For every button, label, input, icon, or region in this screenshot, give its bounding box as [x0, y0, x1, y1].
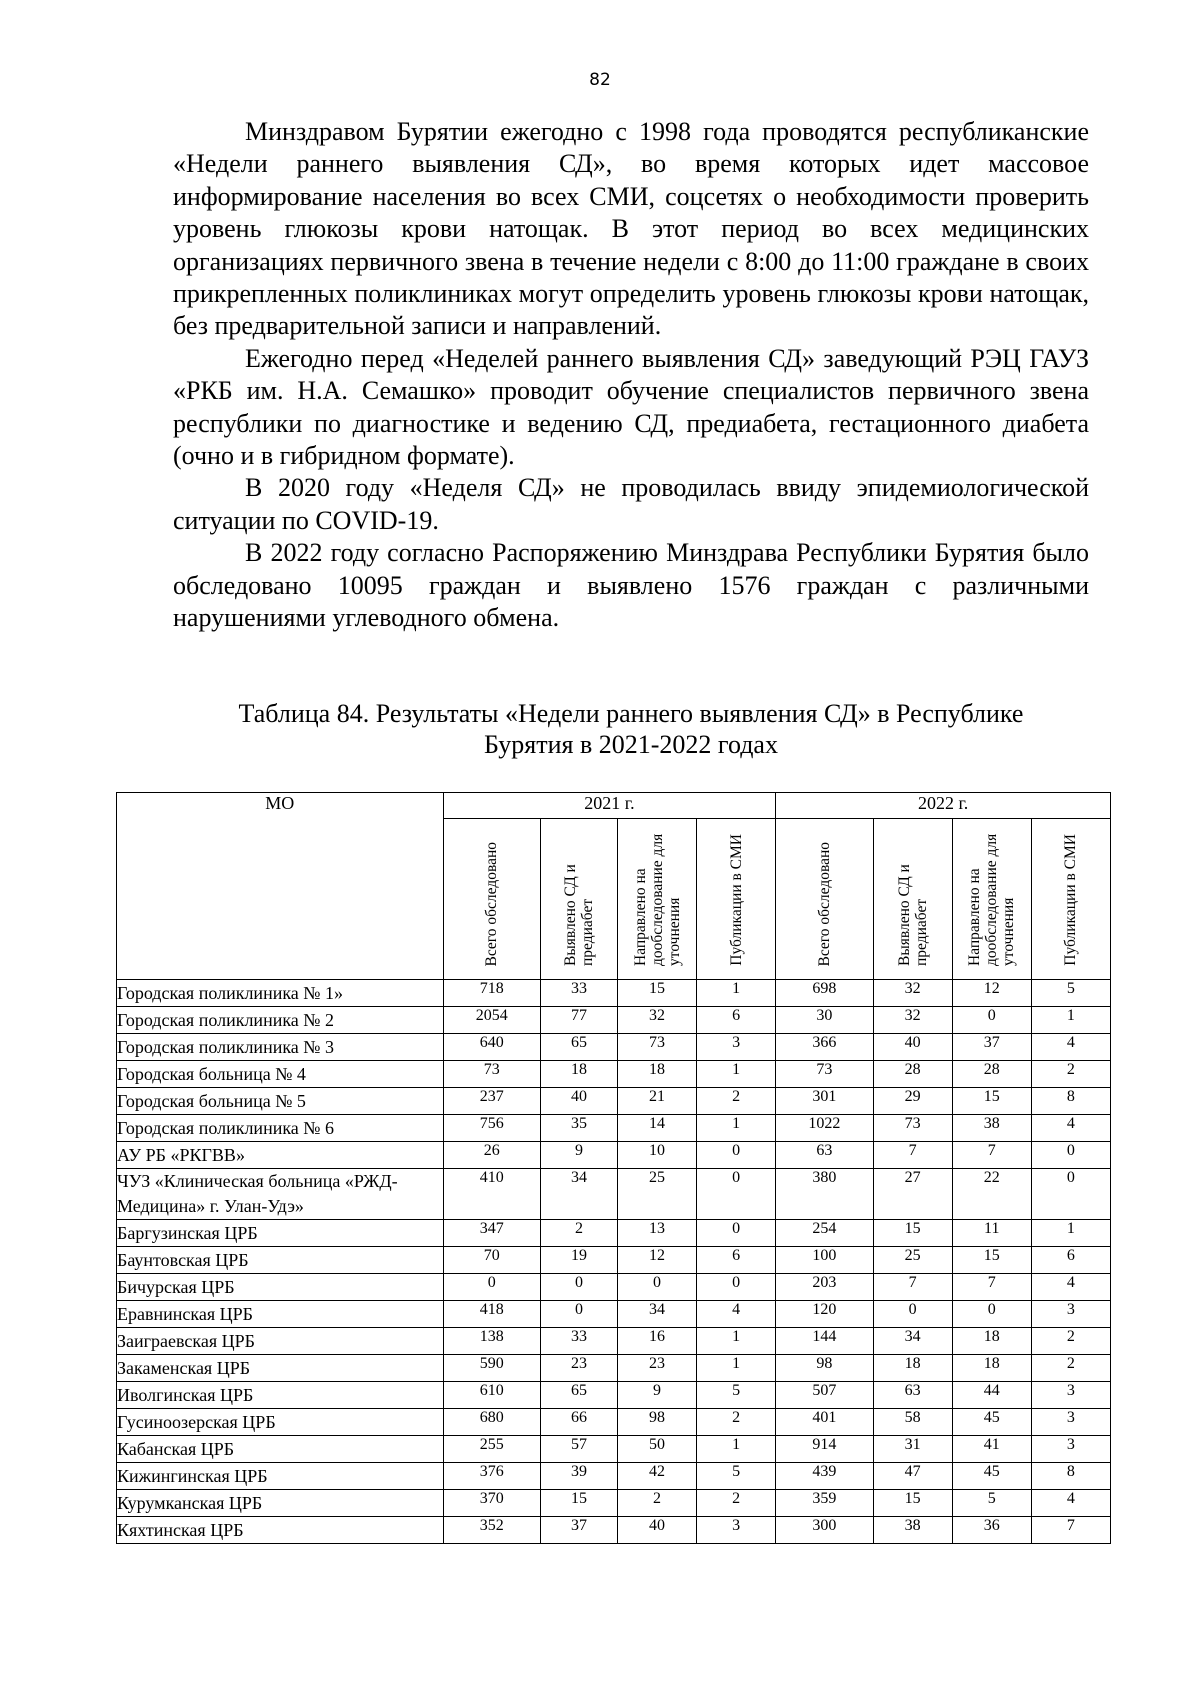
row-mo-name: Кяхтинская ЦРБ — [117, 1517, 444, 1544]
row-value: 44 — [952, 1382, 1031, 1409]
header-publications-2021: Публикации в СМИ — [697, 819, 776, 980]
row-value: 34 — [540, 1169, 617, 1220]
row-value: 7 — [873, 1142, 952, 1169]
row-value: 7 — [952, 1142, 1031, 1169]
row-value: 42 — [618, 1463, 697, 1490]
row-value: 70 — [443, 1247, 540, 1274]
row-value: 36 — [952, 1517, 1031, 1544]
row-value: 0 — [697, 1142, 776, 1169]
row-value: 14 — [618, 1115, 697, 1142]
row-value: 2 — [697, 1088, 776, 1115]
row-value: 50 — [618, 1436, 697, 1463]
row-mo-name: Городская больница № 5 — [117, 1088, 444, 1115]
year-2021-header: 2021 г. — [443, 793, 776, 819]
row-mo-name: Городская поликлиника № 6 — [117, 1115, 444, 1142]
row-value: 2 — [1031, 1355, 1110, 1382]
table-row — [117, 1301, 1111, 1328]
row-mo-name: Баргузинская ЦРБ — [117, 1220, 444, 1247]
row-value: 680 — [443, 1409, 540, 1436]
row-value: 39 — [540, 1463, 617, 1490]
row-value: 2054 — [443, 1007, 540, 1034]
row-value: 6 — [1031, 1247, 1110, 1274]
row-value: 33 — [540, 980, 617, 1007]
row-value: 3 — [697, 1034, 776, 1061]
row-value: 100 — [776, 1247, 873, 1274]
table-row — [117, 1034, 1111, 1061]
row-value: 914 — [776, 1436, 873, 1463]
row-value: 610 — [443, 1382, 540, 1409]
row-value: 22 — [952, 1169, 1031, 1220]
row-value: 380 — [776, 1169, 873, 1220]
table-row — [117, 1409, 1111, 1436]
row-value: 15 — [540, 1490, 617, 1517]
row-value: 18 — [618, 1061, 697, 1088]
row-value: 2 — [697, 1409, 776, 1436]
row-value: 47 — [873, 1463, 952, 1490]
row-mo-name: Курумканская ЦРБ — [117, 1490, 444, 1517]
row-value: 2 — [540, 1220, 617, 1247]
row-mo-name: ЧУЗ «Клиническая больница «РЖД-Медицина» г. Улан-Удэ» — [117, 1169, 444, 1220]
row-mo-name: Городская поликлиника № 1» — [117, 980, 444, 1007]
row-value: 73 — [443, 1061, 540, 1088]
header-referred-2021: Направлено на дообследование для уточнения — [618, 819, 697, 980]
row-value: 98 — [776, 1355, 873, 1382]
row-mo-name: Еравнинская ЦРБ — [117, 1301, 444, 1328]
row-value: 0 — [540, 1301, 617, 1328]
row-value: 25 — [618, 1169, 697, 1220]
page-number: 82 — [589, 70, 611, 90]
row-value: 6 — [697, 1007, 776, 1034]
row-value: 1 — [1031, 1007, 1110, 1034]
row-value: 0 — [540, 1274, 617, 1301]
row-mo-name: Заиграевская ЦРБ — [117, 1328, 444, 1355]
row-value: 73 — [776, 1061, 873, 1088]
row-value: 5 — [952, 1490, 1031, 1517]
row-value: 410 — [443, 1169, 540, 1220]
row-value: 0 — [952, 1007, 1031, 1034]
row-value: 15 — [952, 1247, 1031, 1274]
row-value: 7 — [873, 1274, 952, 1301]
row-value: 4 — [1031, 1034, 1110, 1061]
row-value: 37 — [952, 1034, 1031, 1061]
row-value: 34 — [618, 1301, 697, 1328]
row-value: 1 — [697, 1355, 776, 1382]
row-mo-name: Иволгинская ЦРБ — [117, 1382, 444, 1409]
table-row — [117, 1061, 1111, 1088]
table-row — [117, 1007, 1111, 1034]
row-value: 1 — [697, 980, 776, 1007]
row-mo-name: АУ РБ «РКГВВ» — [117, 1142, 444, 1169]
row-value: 237 — [443, 1088, 540, 1115]
row-value: 0 — [443, 1274, 540, 1301]
row-mo-name: Гусиноозерская ЦРБ — [117, 1409, 444, 1436]
table-row — [117, 1274, 1111, 1301]
row-value: 203 — [776, 1274, 873, 1301]
row-value: 9 — [618, 1382, 697, 1409]
row-value: 5 — [1031, 980, 1110, 1007]
row-value: 376 — [443, 1463, 540, 1490]
row-value: 66 — [540, 1409, 617, 1436]
body-text — [173, 116, 1089, 635]
row-value: 32 — [873, 1007, 952, 1034]
row-value: 11 — [952, 1220, 1031, 1247]
row-value: 45 — [952, 1463, 1031, 1490]
row-value: 401 — [776, 1409, 873, 1436]
row-value: 57 — [540, 1436, 617, 1463]
row-value: 12 — [952, 980, 1031, 1007]
paragraph-2: Ежегодно перед «Неделей раннего выявления СД» заведующий РЭЦ ГАУЗ «РКБ им. Н.А. Семашко» проводит обучение специалистов первичного звена республики по диагностике и ведению СД, предиабета, гестационного диабета (очно и в гибридном формате). — [173, 343, 1089, 471]
row-value: 98 — [618, 1409, 697, 1436]
table-row — [117, 1220, 1111, 1247]
row-value: 300 — [776, 1517, 873, 1544]
row-value: 33 — [540, 1328, 617, 1355]
header-publications-2022: Публикации в СМИ — [1031, 819, 1110, 980]
row-value: 0 — [1031, 1142, 1110, 1169]
header-detected-2021: Выявлено СД и предиабет — [540, 819, 617, 980]
table-row — [117, 1490, 1111, 1517]
row-value: 507 — [776, 1382, 873, 1409]
row-value: 38 — [952, 1115, 1031, 1142]
row-value: 65 — [540, 1382, 617, 1409]
table-row — [117, 1517, 1111, 1544]
row-value: 15 — [873, 1490, 952, 1517]
row-value: 35 — [540, 1115, 617, 1142]
row-value: 138 — [443, 1328, 540, 1355]
row-value: 698 — [776, 980, 873, 1007]
row-value: 6 — [697, 1247, 776, 1274]
row-value: 18 — [540, 1061, 617, 1088]
row-value: 301 — [776, 1088, 873, 1115]
row-value: 38 — [873, 1517, 952, 1544]
row-value: 25 — [873, 1247, 952, 1274]
row-value: 23 — [618, 1355, 697, 1382]
row-value: 63 — [776, 1142, 873, 1169]
row-value: 19 — [540, 1247, 617, 1274]
row-value: 73 — [873, 1115, 952, 1142]
row-value: 0 — [697, 1169, 776, 1220]
row-value: 40 — [873, 1034, 952, 1061]
table-body — [117, 980, 1111, 1544]
paragraph-4: В 2022 году согласно Распоряжению Минздрава Республики Бурятия было обследовано 10095 граждан и выявлено 1576 граждан с различными нарушениями углеводного обмена. — [173, 538, 1089, 633]
row-value: 16 — [618, 1328, 697, 1355]
row-value: 370 — [443, 1490, 540, 1517]
table-row — [117, 1436, 1111, 1463]
row-mo-name: Городская больница № 4 — [117, 1061, 444, 1088]
row-value: 0 — [697, 1220, 776, 1247]
row-value: 73 — [618, 1034, 697, 1061]
row-value: 15 — [618, 980, 697, 1007]
row-value: 13 — [618, 1220, 697, 1247]
row-value: 15 — [952, 1088, 1031, 1115]
row-value: 23 — [540, 1355, 617, 1382]
row-value: 1 — [1031, 1220, 1110, 1247]
row-value: 718 — [443, 980, 540, 1007]
row-mo-name: Кижингинская ЦРБ — [117, 1463, 444, 1490]
row-value: 4 — [1031, 1115, 1110, 1142]
row-value: 1 — [697, 1061, 776, 1088]
header-total-examined-2022: Всего обследовано — [776, 819, 873, 980]
table-row — [117, 1355, 1111, 1382]
table-row — [117, 1115, 1111, 1142]
row-value: 120 — [776, 1301, 873, 1328]
row-value: 37 — [540, 1517, 617, 1544]
row-value: 30 — [776, 1007, 873, 1034]
row-value: 640 — [443, 1034, 540, 1061]
row-value: 63 — [873, 1382, 952, 1409]
row-value: 359 — [776, 1490, 873, 1517]
paragraph-3: В 2020 году «Неделя СД» не проводилась ввиду эпидемиологической ситуации по COVID-19. — [173, 473, 1089, 535]
row-value: 144 — [776, 1328, 873, 1355]
row-value: 347 — [443, 1220, 540, 1247]
row-value: 4 — [1031, 1490, 1110, 1517]
row-value: 21 — [618, 1088, 697, 1115]
table-row — [117, 1169, 1111, 1220]
row-value: 41 — [952, 1436, 1031, 1463]
row-value: 5 — [697, 1382, 776, 1409]
row-value: 28 — [952, 1061, 1031, 1088]
row-value: 756 — [443, 1115, 540, 1142]
row-value: 18 — [952, 1355, 1031, 1382]
row-value: 1 — [697, 1436, 776, 1463]
row-value: 32 — [873, 980, 952, 1007]
row-value: 27 — [873, 1169, 952, 1220]
row-value: 12 — [618, 1247, 697, 1274]
row-mo-name: Закаменская ЦРБ — [117, 1355, 444, 1382]
row-value: 1 — [697, 1115, 776, 1142]
row-value: 4 — [1031, 1274, 1110, 1301]
table-row — [117, 1088, 1111, 1115]
row-value: 28 — [873, 1061, 952, 1088]
table-row — [117, 1247, 1111, 1274]
row-value: 32 — [618, 1007, 697, 1034]
row-value: 3 — [1031, 1382, 1110, 1409]
row-value: 1 — [697, 1328, 776, 1355]
row-value: 590 — [443, 1355, 540, 1382]
header-referred-2022: Направлено на дообследование для уточнения — [952, 819, 1031, 980]
row-value: 45 — [952, 1409, 1031, 1436]
row-value: 8 — [1031, 1088, 1110, 1115]
table-caption — [173, 698, 1089, 760]
row-value: 65 — [540, 1034, 617, 1061]
row-value: 40 — [618, 1517, 697, 1544]
results-table — [116, 792, 1111, 1544]
row-value: 18 — [952, 1328, 1031, 1355]
row-value: 3 — [697, 1517, 776, 1544]
row-value: 5 — [697, 1463, 776, 1490]
table-row — [117, 1142, 1111, 1169]
mo-header: МО — [117, 793, 444, 980]
header-detected-2022: Выявлено СД и предиабет — [873, 819, 952, 980]
row-value: 0 — [1031, 1169, 1110, 1220]
row-value: 2 — [1031, 1328, 1110, 1355]
row-value: 352 — [443, 1517, 540, 1544]
row-value: 3 — [1031, 1301, 1110, 1328]
header-total-examined-2021: Всего обследовано — [443, 819, 540, 980]
row-value: 77 — [540, 1007, 617, 1034]
table-caption-line-1: Таблица 84. Результаты «Недели раннего выявления СД» в Республике — [238, 699, 1024, 728]
row-value: 58 — [873, 1409, 952, 1436]
row-value: 31 — [873, 1436, 952, 1463]
year-2022-header: 2022 г. — [776, 793, 1111, 819]
row-value: 418 — [443, 1301, 540, 1328]
row-mo-name: Бичурская ЦРБ — [117, 1274, 444, 1301]
row-value: 0 — [618, 1274, 697, 1301]
row-mo-name: Кабанская ЦРБ — [117, 1436, 444, 1463]
row-value: 26 — [443, 1142, 540, 1169]
row-value: 15 — [873, 1220, 952, 1247]
row-value: 29 — [873, 1088, 952, 1115]
row-value: 1022 — [776, 1115, 873, 1142]
row-value: 254 — [776, 1220, 873, 1247]
row-value: 8 — [1031, 1463, 1110, 1490]
table-row — [117, 1328, 1111, 1355]
row-mo-name: Городская поликлиника № 3 — [117, 1034, 444, 1061]
row-value: 7 — [952, 1274, 1031, 1301]
row-value: 7 — [1031, 1517, 1110, 1544]
row-value: 4 — [697, 1301, 776, 1328]
table-row — [117, 980, 1111, 1007]
paragraph-1: Минздравом Бурятии ежегодно с 1998 года проводятся республиканские «Недели раннего выявления СД», во время которых идет массовое информирование населения во всех СМИ, соцсетях о необходимости проверить уровень глюкозы крови натощак. В этот период во всех медицинских организациях первичного звена в течение недели с 8:00 до 11:00 граждане в своих прикрепленных поликлиниках могут определить уровень глюкозы крови натощак, без предварительной записи и направлений. — [173, 117, 1089, 341]
row-value: 366 — [776, 1034, 873, 1061]
row-value: 255 — [443, 1436, 540, 1463]
row-mo-name: Городская поликлиника № 2 — [117, 1007, 444, 1034]
row-value: 0 — [697, 1274, 776, 1301]
row-value: 18 — [873, 1355, 952, 1382]
row-value: 2 — [1031, 1061, 1110, 1088]
row-mo-name: Баунтовская ЦРБ — [117, 1247, 444, 1274]
row-value: 2 — [697, 1490, 776, 1517]
row-value: 40 — [540, 1088, 617, 1115]
row-value: 3 — [1031, 1409, 1110, 1436]
row-value: 3 — [1031, 1436, 1110, 1463]
row-value: 439 — [776, 1463, 873, 1490]
table-caption-line-2: Бурятия в 2021-2022 годах — [484, 730, 778, 759]
row-value: 9 — [540, 1142, 617, 1169]
row-value: 0 — [952, 1301, 1031, 1328]
row-value: 10 — [618, 1142, 697, 1169]
table-row — [117, 1382, 1111, 1409]
table-row — [117, 1463, 1111, 1490]
row-value: 34 — [873, 1328, 952, 1355]
row-value: 2 — [618, 1490, 697, 1517]
row-value: 0 — [873, 1301, 952, 1328]
